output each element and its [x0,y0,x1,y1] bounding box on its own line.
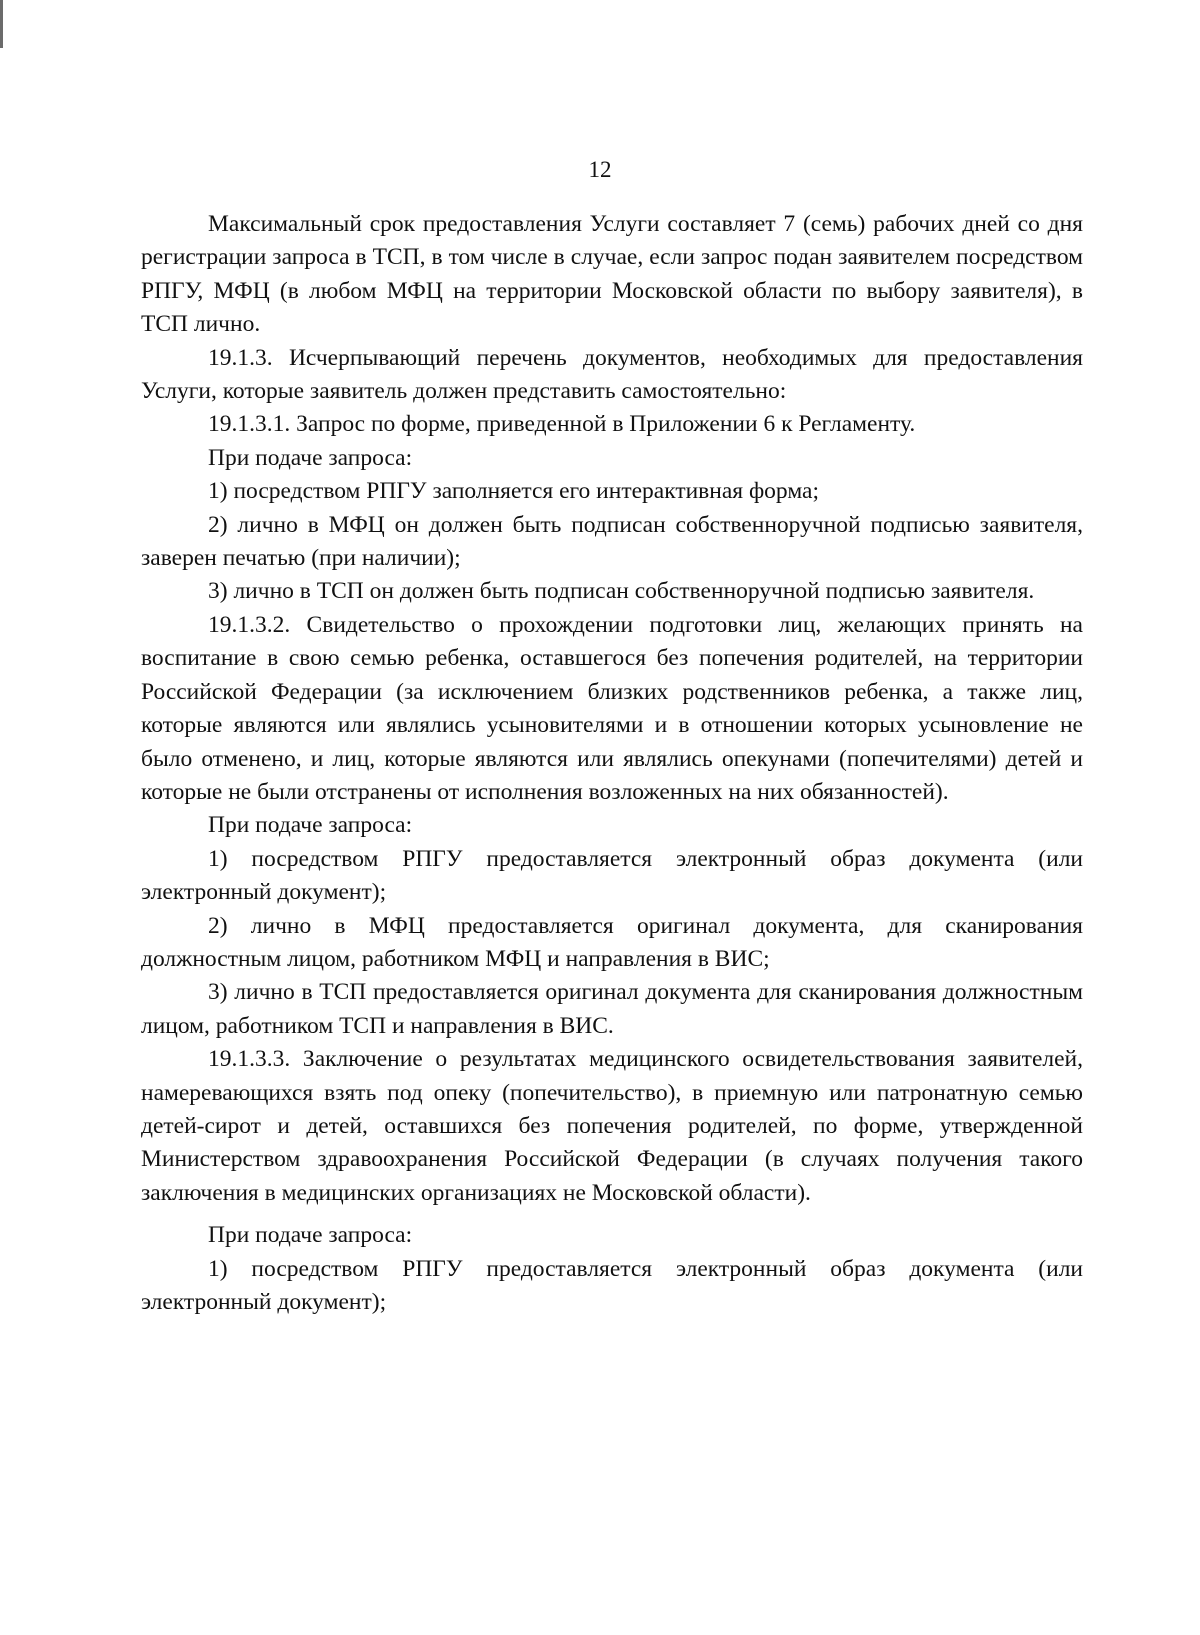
paragraph-submission-heading: При подаче запроса: [208,812,413,839]
document-body [141,208,1083,1319]
paragraph-19-1-3-3: 19.1.3.3. Заключение о результатах медицинского освидетельствования заявителей, намеревающихся взять под опеку (попечительство), в приемную или патронатную семью детей-сирот и детей, оставшихся без попечения родителей, по форме, утвержденной Министерством здравоохранения Российской Федерации (в случаях получения такого заключения в медицинских организациях не Московской области). [141,1046,1083,1206]
paragraph-19-1-3-1: 19.1.3.1. Запрос по форме, приведенной в Приложении 6 к Регламенту. [208,411,916,438]
list-item-rpgu: 1) посредством РПГУ заполняется его интерактивная форма; [208,478,819,505]
list-item-rpgu: 1) посредством РПГУ предоставляется электронный образ документа (или электронный документ); [141,1255,1083,1315]
list-item-tsp: 3) лично в ТСП он должен быть подписан собственноручной подписью заявителя. [208,578,1035,605]
page-number: 12 [588,157,612,182]
paragraph-19-1-3-2: 19.1.3.2. Свидетельство о прохождении подготовки лиц, желающих принять на воспитание в свою семью ребенка, оставшегося без попечения родителей, на территории Российской Федерации (за исключением близких родственников ребенка, а также лиц, которые являются или являлись усыновителями и в отношении которых усыновление не было отменено, и лиц, которые являются или являлись опекунами (попечителями) детей и которые не были отстранены от исполнения возложенных на них обязанностей). [141,611,1083,805]
list-item-tsp: 3) лично в ТСП предоставляется оригинал документа для сканирования должностным лицом, работником ТСП и направления в ВИС. [141,979,1083,1039]
paragraph-19-1-3: 19.1.3. Исчерпывающий перечень документов, необходимых для предоставления Услуги, которые заявитель должен представить самостоятельно: [141,344,1083,405]
paragraph-submission-heading: При подаче запроса: [208,1222,413,1249]
list-item-mfc: 2) лично в МФЦ предоставляется оригинал документа, для сканирования должностным лицом, работником МФЦ и направления в ВИС; [141,912,1083,972]
paragraph-max-term: Максимальный срок предоставления Услуги составляет 7 (семь) рабочих дней со дня регистрации запроса в ТСП, в том числе в случае, если запрос подан заявителем посредством РПГУ, МФЦ (в любом МФЦ на территории Московской области по выбору заявителя), в ТСП лично. [141,211,1083,338]
list-item-mfc: 2) лично в МФЦ он должен быть подписан собственноручной подписью заявителя, заверен печатью (при наличии); [141,511,1083,572]
paragraph-submission-heading: При подаче запроса: [208,444,413,471]
list-item-rpgu: 1) посредством РПГУ предоставляется электронный образ документа (или электронный документ); [141,845,1083,906]
